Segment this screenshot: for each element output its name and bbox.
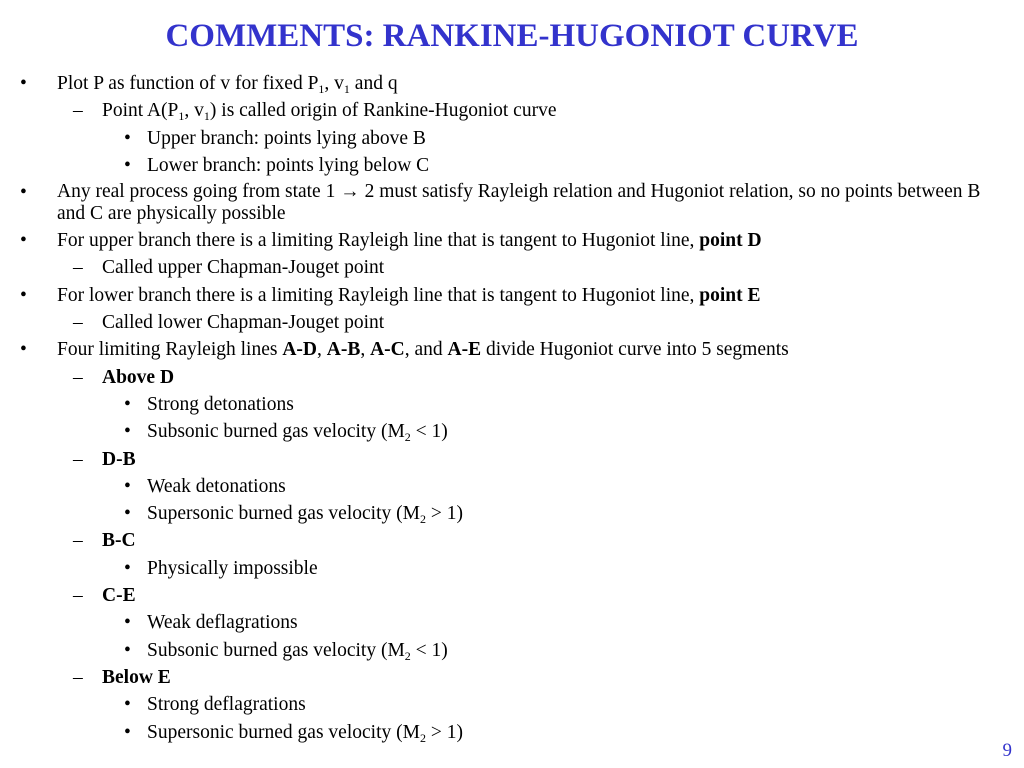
bold-text: D-B [102, 448, 136, 470]
text-segment: Point A(P [102, 100, 179, 122]
segment-label [102, 446, 1024, 473]
bullet-upper-branch-limit [0, 227, 1024, 254]
subscript: 1 [178, 109, 185, 124]
text-segment: divide Hugoniot curve into 5 segments [481, 339, 789, 361]
segment-b-c [0, 527, 1024, 554]
bullet-text: Lower branch: points lying below C [147, 154, 430, 176]
segment-detail [0, 691, 1024, 718]
segment-detail [0, 637, 1024, 664]
bullet-text: Strong detonations [147, 393, 294, 415]
text-segment: and q [349, 73, 398, 94]
text-segment: , [360, 339, 371, 361]
text-segment: , v [324, 73, 344, 94]
sub-bullet-lower-cj-point [0, 309, 1024, 336]
dash-marker: – [73, 366, 83, 388]
bullet-marker: • [124, 612, 131, 634]
segment-label [102, 364, 1024, 391]
bullet-plot-p-vs-v [0, 70, 1024, 97]
text-segment: Supersonic burned gas velocity (M [147, 721, 420, 743]
bullet-text [147, 719, 1024, 746]
segment-label [102, 664, 1024, 691]
bullet-text: Upper branch: points lying above B [147, 127, 426, 149]
bullet-marker: • [124, 393, 131, 415]
text-segment: , v [184, 100, 204, 122]
bold-text: Below E [102, 666, 171, 688]
text-segment: For lower branch there is a limiting Rayleigh line that is tangent to Hugoniot line, [57, 284, 700, 306]
subscript: 1 [343, 82, 350, 96]
sub-sub-bullet-lower-branch [0, 152, 1024, 179]
segment-c-e [0, 582, 1024, 609]
text-segment: Supersonic burned gas velocity (M [147, 503, 420, 525]
bullet-text [57, 70, 987, 97]
bullet-text: Any real process going from state 1 → 2 must satisfy Rayleigh relation and Hugoniot relation, so no points between B and C are physically possible [57, 181, 981, 225]
bold-text: point D [699, 230, 762, 252]
sub-sub-bullet-upper-branch [0, 125, 1024, 152]
bold-text: A-E [447, 339, 482, 361]
bullet-marker: • [20, 73, 27, 94]
bold-text: A-D [282, 339, 317, 361]
segment-detail [0, 555, 1024, 582]
bold-text: C-E [102, 585, 136, 607]
bullet-text: Weak detonations [147, 475, 286, 497]
segment-detail [0, 719, 1024, 746]
text-segment: Subsonic burned gas velocity (M [147, 639, 405, 661]
bold-text: A-C [370, 339, 405, 361]
bullet-lower-branch-limit [0, 282, 1024, 309]
sub-bullet-upper-cj-point [0, 254, 1024, 281]
bullet-real-process [0, 179, 1024, 227]
text-segment: Subsonic burned gas velocity (M [147, 421, 405, 443]
segment-above-d [0, 364, 1024, 391]
bullet-text [57, 282, 987, 309]
segment-d-b [0, 446, 1024, 473]
dash-marker: – [73, 312, 83, 334]
bullet-marker: • [124, 154, 131, 176]
bullet-text: Physically impossible [147, 557, 318, 579]
bullet-marker: • [124, 557, 131, 579]
dash-marker: – [73, 100, 83, 122]
subscript: 1 [203, 109, 210, 124]
bullet-marker: • [124, 503, 131, 525]
text-segment: > 1) [425, 721, 463, 743]
bullet-text [147, 500, 1024, 527]
segment-below-e [0, 664, 1024, 691]
segment-detail [0, 391, 1024, 418]
bullet-text: Strong deflagrations [147, 694, 306, 716]
dash-marker: – [73, 666, 83, 688]
bullet-marker: • [124, 721, 131, 743]
bullet-marker: • [124, 127, 131, 149]
bullet-text [57, 227, 987, 254]
segment-detail [0, 500, 1024, 527]
bullet-marker: • [20, 230, 27, 252]
bullet-text [147, 637, 1024, 664]
bullet-text [147, 418, 1024, 445]
subscript: 2 [404, 648, 411, 663]
segment-detail [0, 473, 1024, 500]
segment-detail [0, 418, 1024, 445]
text-segment: < 1) [410, 421, 448, 443]
subscript: 2 [419, 730, 426, 745]
bullet-text [102, 97, 1024, 124]
subscript: 2 [404, 430, 411, 445]
bullet-marker: • [20, 182, 27, 204]
bullet-four-rayleigh-lines [0, 336, 1024, 363]
subscript: 2 [419, 512, 426, 527]
bullet-marker: • [124, 421, 131, 443]
page-number: 9 [1002, 740, 1012, 761]
bold-text: B-C [102, 530, 136, 552]
text-segment: > 1) [425, 503, 463, 525]
bullet-list [0, 70, 1024, 746]
text-segment: Plot P as function of v for fixed P [57, 73, 319, 94]
text-segment: Four limiting Rayleigh lines [57, 339, 283, 361]
dash-marker: – [73, 530, 83, 552]
text-segment: For upper branch there is a limiting Rayleigh line that is tangent to Hugoniot line, [57, 230, 700, 252]
bullet-text: Called upper Chapman-Jouget point [102, 257, 385, 279]
subscript: 1 [318, 82, 325, 96]
bullet-marker: • [124, 694, 131, 716]
text-segment: ) is called origin of Rankine-Hugoniot curve [209, 100, 557, 122]
dash-marker: – [73, 257, 83, 279]
bold-text: Above D [102, 366, 175, 388]
dash-marker: – [73, 448, 83, 470]
bullet-text [57, 336, 987, 363]
slide-title: COMMENTS: RANKINE-HUGONIOT CURVE [165, 18, 859, 54]
bullet-marker: • [124, 475, 131, 497]
text-segment: , [317, 339, 327, 361]
bullet-text: Weak deflagrations [147, 612, 298, 634]
bullet-text: Called lower Chapman-Jouget point [102, 312, 385, 334]
dash-marker: – [73, 585, 83, 607]
segment-label [102, 582, 1024, 609]
bold-text: point E [699, 284, 761, 306]
segment-label [102, 527, 1024, 554]
segment-detail [0, 609, 1024, 636]
text-segment: , and [404, 339, 448, 361]
text-segment: < 1) [410, 639, 448, 661]
bullet-marker: • [20, 284, 27, 306]
bullet-marker: • [20, 339, 27, 361]
bold-text: A-B [326, 339, 361, 361]
bullet-marker: • [124, 639, 131, 661]
sub-bullet-point-a-origin [0, 97, 1024, 124]
